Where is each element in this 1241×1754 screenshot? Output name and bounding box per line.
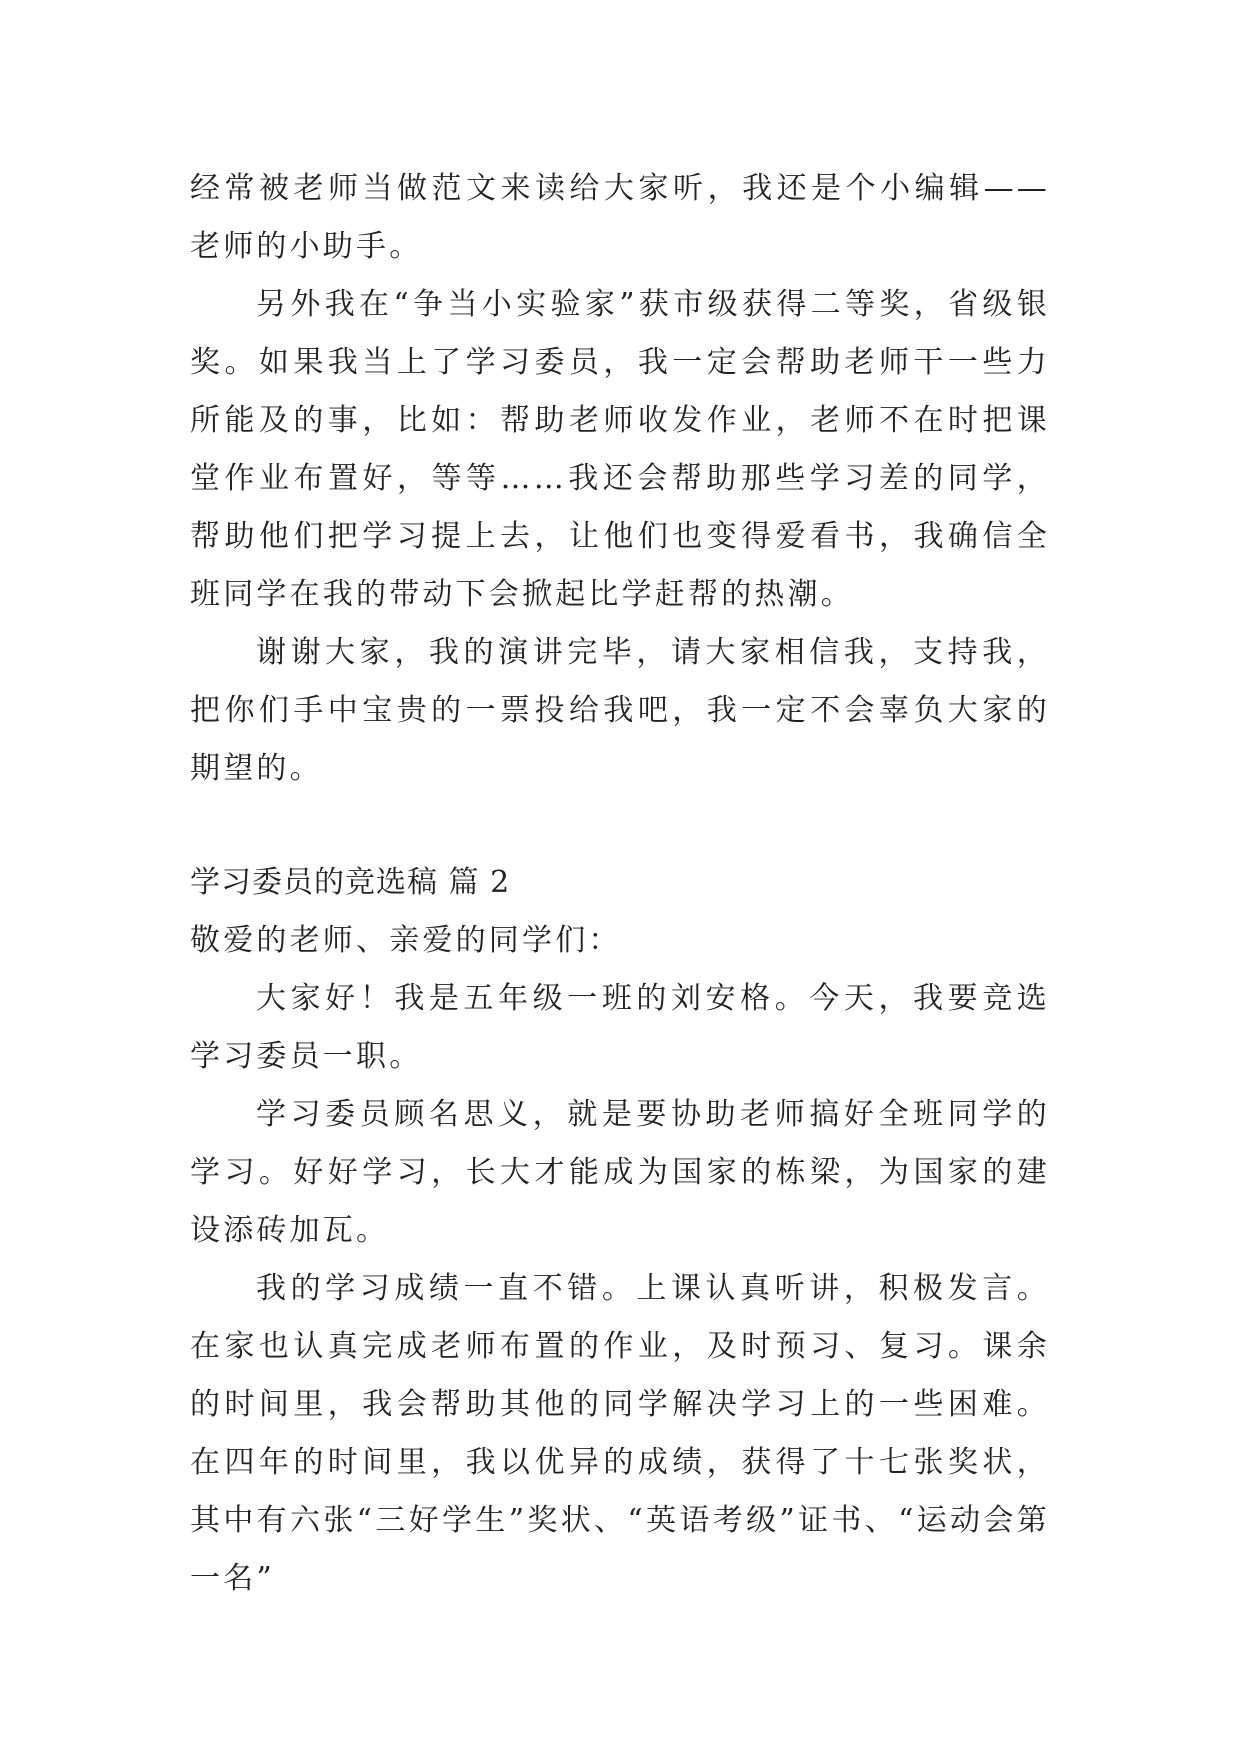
- paragraph-closing: 谢谢大家，我的演讲完毕，请大家相信我，支持我，把你们手中宝贵的一票投给我吧，我一定不会辜负大家的期望的。: [190, 635, 1050, 786]
- paragraph-achievements: 我的学习成绩一直不错。上课认真听讲，积极发言。在家也认真完成老师布置的作业，及时预习、复习。课余的时间里，我会帮助其他的同学解决学习上的一些困难。在四年的时间里，我以优异的成绩，获得了十七张奖状，其中有六张“三好学生”奖状、“英语考级”证书、“运动会第一名”: [190, 1271, 1050, 1596]
- section-spacer: [190, 798, 1050, 854]
- document-body: [190, 160, 1050, 1608]
- paragraph-role: 学习委员顾名思义，就是要协助老师搞好全班同学的学习。好好学习，长大才能成为国家的栋梁，为国家的建设添砖加瓦。: [190, 1097, 1050, 1248]
- paragraph-continued: 经常被老师当做范文来读给大家听，我还是个小编辑——老师的小助手。: [190, 171, 1050, 264]
- paragraph-awards: 另外我在“争当小实验家”获市级获得二等奖，省级银奖。如果我当上了学习委员，我一定会帮助老师干一些力所能及的事，比如：帮助老师收发作业，老师不在时把课堂作业布置好，等等……我还会帮助那些学习差的同学，帮助他们把学习提上去，让他们也变得爱看书，我确信全班同学在我的带动下会掀起比学赶帮的热潮。: [190, 287, 1050, 612]
- section-heading: 学习委员的竞选稿 篇 2: [190, 865, 511, 900]
- salutation: 敬爱的老师、亲爱的同学们：: [190, 923, 622, 958]
- paragraph-intro: 大家好！我是五年级一班的刘安格。今天，我要竞选学习委员一职。: [190, 981, 1050, 1074]
